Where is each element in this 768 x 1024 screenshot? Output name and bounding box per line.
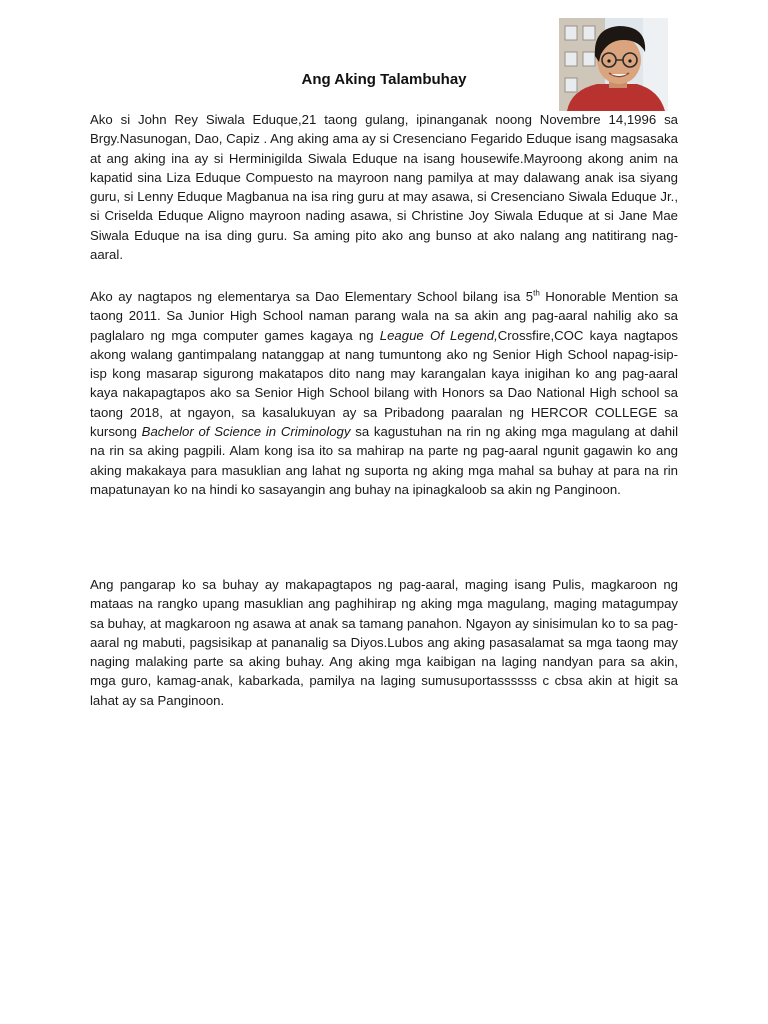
paragraph-dreams: Ang pangarap ko sa buhay ay makapagtapos ng pag-aaral, maging isang Pulis, magkaroon ng mataas na rangko upang masuklian ang paghihirap ng aking mga magulang, maging matagumpay sa buhay, at magkaroon ng asawa at anak sa tamang panahon. Ngayon ay sinisimulan ko to sa pag-aaral ng mabuti, pagsisikap at pananalig sa Diyos.Lubos ang aking pasasalamat sa mga taong may naging malaking parte sa aking buhay. Ang aking mga kaibigan na laging nandyan para sa akin, mga guro, kamag-anak, kabarkada, pamilya na laging sumusuportassssss c cbsa akin at higit sa lahat ay sa Panginoon. bbox=[90, 577, 678, 708]
paragraph-education-text-2: Honorable Mention sa taong 2011. Sa Junior High School naman parang wala na sa akin ang pag-aaral nahilig ako sa paglalaro ng mga computer games kagaya ng bbox=[90, 289, 678, 343]
profile-photo bbox=[559, 18, 668, 111]
course-title-italic: Bachelor of Science in Criminology bbox=[141, 424, 351, 440]
paragraph-education-text-1: Ako ay nagtapos ng elementarya sa Dao Elementary School bilang isa 5 bbox=[90, 289, 534, 304]
paragraph-education-text-3: Crossfire,COC kaya nagtapos akong walang gantimpalang natanggap at nang tumuntong ako ng Senior High School napag-isip-isp kong masarap sigurong makatapos dito nang may karangalan kaya inigihan ko ang pag-aaral kaya nakapagtapos ako sa Senior High School bilang with Honors sa Dao National High school sa taong 2018, at ngayon, sa kasalukuyan ay sa Pribadong paaralan ng HERCOR COLLEGE sa kursong bbox=[90, 327, 678, 440]
game-title-italic: League Of Legend, bbox=[379, 327, 498, 343]
paragraph-education bbox=[90, 287, 678, 499]
page-title: Ang Aking Talambuhay bbox=[301, 71, 467, 88]
ordinal-suffix: th bbox=[533, 288, 540, 298]
paragraph-education-text-4: sa kagustuhan na rin ng aking mga magulang at dahil na rin sa aking pagpili. Alam kong isa ito sa mahirap na parte ng pag-aaral ngunit gagawin ko ang aking makakaya para masuklian ang lahat ng suporta ng aking mga mahal sa buhay at para na rin mapatunayan ko na hindi ko sasayangin ang buhay na ipinagkaloob sa akin ng Panginoon. bbox=[90, 424, 678, 497]
paragraph-family: Ako si John Rey Siwala Eduque,21 taong gulang, ipinanganak noong Novembre 14,1996 sa Brgy.Nasunogan, Dao, Capiz . Ang aking ama ay si Cresenciano Fegarido Eduque isang magsasaka at ang aking ina ay si Herminigilda Siwala Eduque na isang housewife.Mayroong akong anim na kapatid sina Liza Eduque Compuesto na mayroon nang pamilya at may dalawang anak isa siyang guru, si Lenny Eduque Magbanua na isa ring guru at may asawa, si Cresenciano Siwala Eduque Jr., si Criselda Eduque Aligno mayroon nading asawa, si Christine Joy Siwala Eduque at si Jane Mae Siwala Eduque na isa ding guru. Sa aming pito ako ang bunso at ako nalang ang natitirang nag-aaral. bbox=[90, 112, 678, 263]
